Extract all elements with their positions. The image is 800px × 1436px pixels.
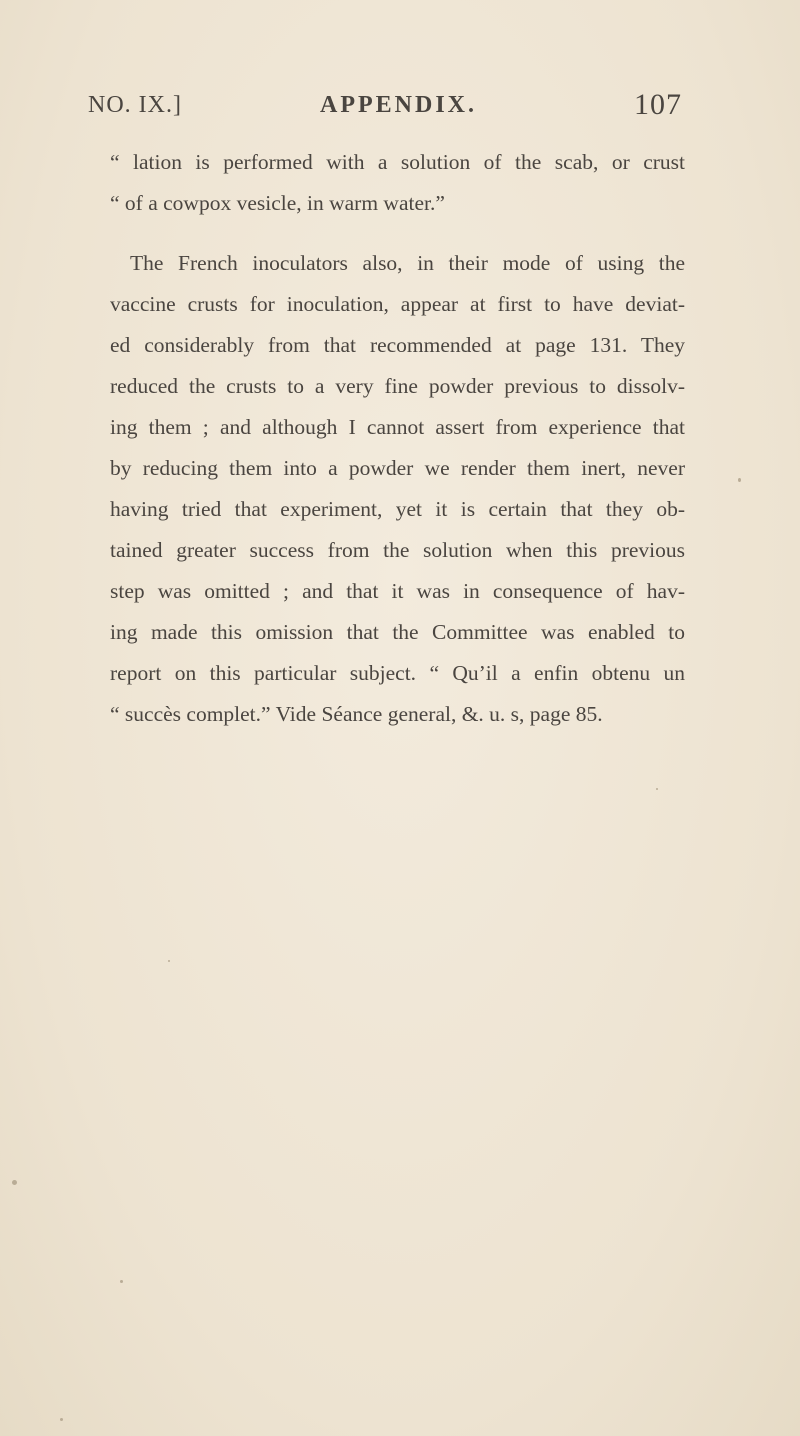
- paper-speck: [12, 1180, 17, 1185]
- paper-speck: [656, 788, 658, 790]
- running-title: APPENDIX.: [320, 92, 477, 118]
- paper-speck: [60, 1418, 63, 1421]
- text-line: ing made this omission that the Committee was enabled to: [110, 620, 685, 644]
- text-line: vaccine crusts for inoculation, appear at first to have deviat-: [110, 292, 685, 316]
- paper-speck: [120, 1280, 123, 1283]
- text-line: tained greater success from the solution when this previous: [110, 538, 685, 562]
- text-line: “ lation is performed with a solution of the scab, or crust: [110, 150, 685, 174]
- text-line: ed considerably from that recommended at page 131. They: [110, 333, 685, 357]
- page-number: 107: [634, 88, 682, 121]
- text-line: by reducing them into a powder we render them inert, never: [110, 456, 685, 480]
- paper-speck: [168, 960, 170, 962]
- text-line: “ of a cowpox vesicle, in warm water.”: [110, 191, 445, 215]
- text-line: “ succès complet.” Vide Séance general, &. u. s, page 85.: [110, 702, 603, 726]
- quotation-block: [110, 142, 685, 224]
- paragraph: [110, 243, 685, 735]
- paper-speck: [738, 478, 741, 482]
- text-line: reduced the crusts to a very fine powder previous to dissolv-: [110, 374, 685, 398]
- text-line: ing them ; and although I cannot assert from experience that: [110, 415, 685, 439]
- running-head: [88, 88, 682, 122]
- text-line: having tried that experiment, yet it is certain that they ob-: [110, 497, 685, 521]
- section-number: NO. IX.]: [88, 92, 182, 118]
- text-line: report on this particular subject. “ Qu’il a enfin obtenu un: [110, 661, 685, 685]
- text-line: The French inoculators also, in their mode of using the: [130, 251, 685, 275]
- text-line: step was omitted ; and that it was in consequence of hav-: [110, 579, 685, 603]
